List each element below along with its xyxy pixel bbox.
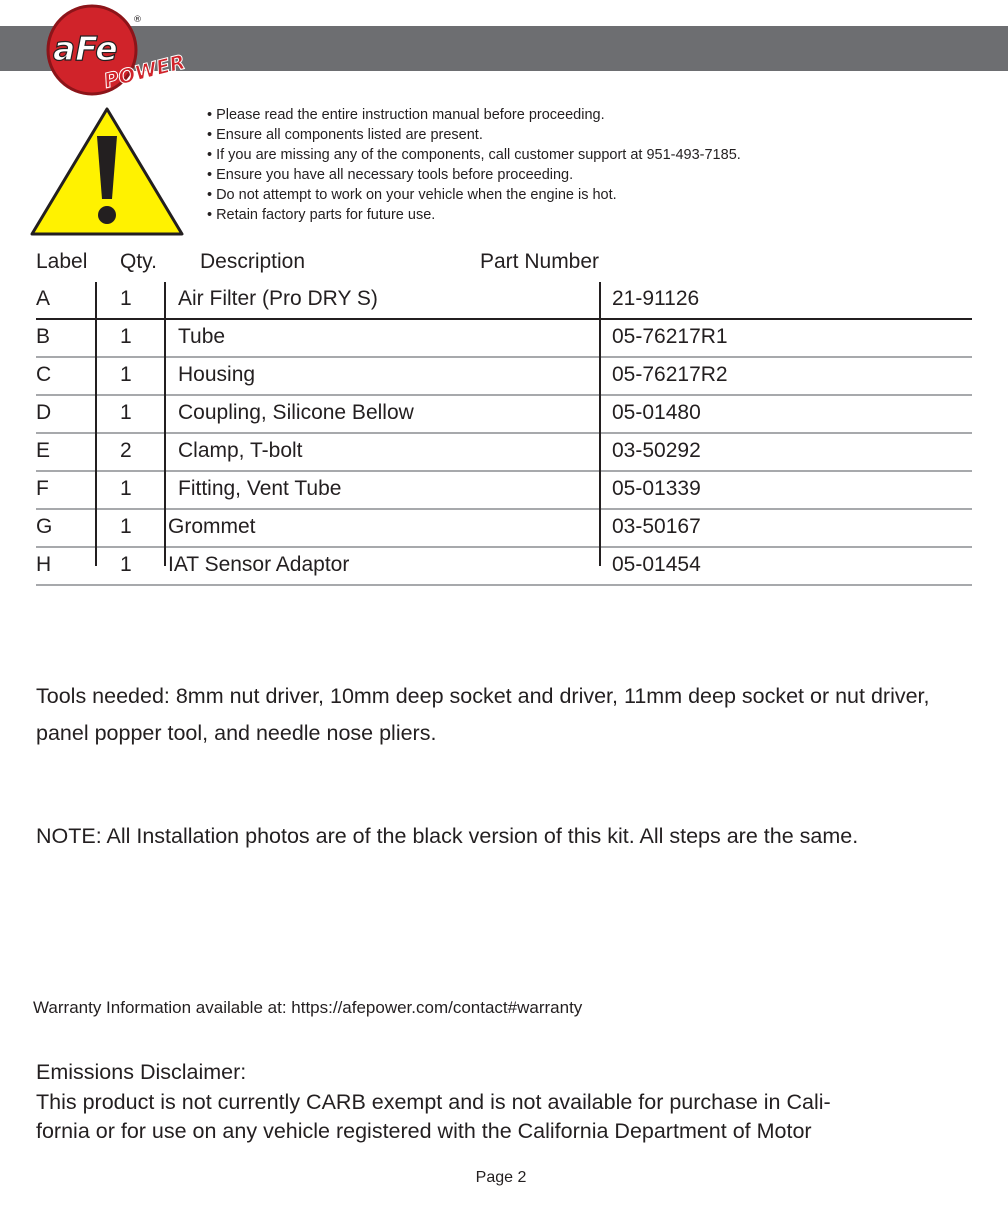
cell-description: IAT Sensor Adaptor [168,553,350,576]
table-row [36,282,972,320]
cell-label: E [36,439,51,462]
cell-qty: 1 [120,553,132,576]
cell-description: Clamp, T-bolt [178,439,303,462]
table-divider [164,282,166,566]
cell-label: D [36,401,52,424]
warning-triangle-icon [28,104,186,240]
bullet-item: • Please read the entire instruction manual before proceeding. [207,105,741,125]
page-number: Page 2 [475,1169,527,1186]
warning-bullet-list [207,105,741,225]
note-text: NOTE: All Installation photos are of the black version of this kit. All steps are the same. [36,824,859,848]
header-qty: Qty. [120,250,157,273]
parts-table-header [0,250,1008,280]
bullet-item: • Ensure you have all necessary tools before proceeding. [207,165,741,185]
cell-qty: 2 [120,439,132,462]
table-divider [95,282,97,566]
table-row [36,358,972,396]
cell-label: F [36,477,49,500]
cell-part-number: 21-91126 [612,287,700,310]
emissions-disclaimer [36,1058,916,1147]
table-row [36,320,972,358]
header-description: Description [200,250,306,273]
table-row [36,472,972,510]
cell-label: G [36,515,53,538]
cell-description: Grommet [168,515,256,538]
bullet-item: • Do not attempt to work on your vehicle when the engine is hot. [207,185,741,205]
table-row [36,548,972,586]
cell-part-number: 05-76217R1 [612,325,728,348]
table-divider [599,282,601,566]
bullet-item: • Ensure all components listed are present. [207,125,741,145]
cell-qty: 1 [120,325,132,348]
cell-part-number: 05-01339 [612,477,701,500]
cell-qty: 1 [120,515,132,538]
emissions-title: Emissions Disclaimer: [36,1060,247,1084]
emissions-line: This product is not currently CARB exempt and is not available for purchase in Cali- [36,1089,831,1114]
parts-table [36,282,972,586]
cell-label: B [36,325,51,348]
cell-part-number: 05-01454 [612,553,701,576]
registered-mark: ® [133,15,142,25]
table-row [36,434,972,472]
cell-part-number: 05-76217R2 [612,363,728,386]
cell-part-number: 03-50292 [612,439,701,462]
table-row [36,510,972,548]
cell-qty: 1 [120,287,132,310]
cell-description: Fitting, Vent Tube [178,477,342,500]
cell-description: Air Filter (Pro DRY S) [178,287,378,310]
cell-part-number: 03-50167 [612,515,701,538]
tools-needed-text: Tools needed: 8mm nut driver, 10mm deep socket and driver, 11mm deep socket or nut driver, panel popper tool, and needle nose pliers. [36,684,930,745]
cell-label: A [36,287,51,310]
bullet-item: • Retain factory parts for future use. [207,205,741,225]
logo-sub-text: POWER [101,49,188,93]
cell-qty: 1 [120,363,132,386]
cell-label: C [36,363,52,386]
table-row [36,396,972,434]
header-label: Label [36,250,88,273]
emissions-line: fornia or for use on any vehicle registered with the California Department of Motor [36,1119,812,1143]
afe-power-logo [44,2,194,98]
cell-description: Housing [178,363,256,386]
bullet-item: • If you are missing any of the components, call customer support at 951-493-7185. [207,145,741,165]
cell-label: H [36,553,52,576]
cell-part-number: 05-01480 [612,401,701,424]
cell-description: Tube [178,325,226,348]
cell-description: Coupling, Silicone Bellow [178,401,414,424]
cell-qty: 1 [120,477,132,500]
header-part-number: Part Number [480,250,600,273]
cell-qty: 1 [120,401,132,424]
warranty-text: Warranty Information available at: https://afepower.com/contact#warranty [33,998,583,1017]
logo-text: aFe [53,29,118,68]
